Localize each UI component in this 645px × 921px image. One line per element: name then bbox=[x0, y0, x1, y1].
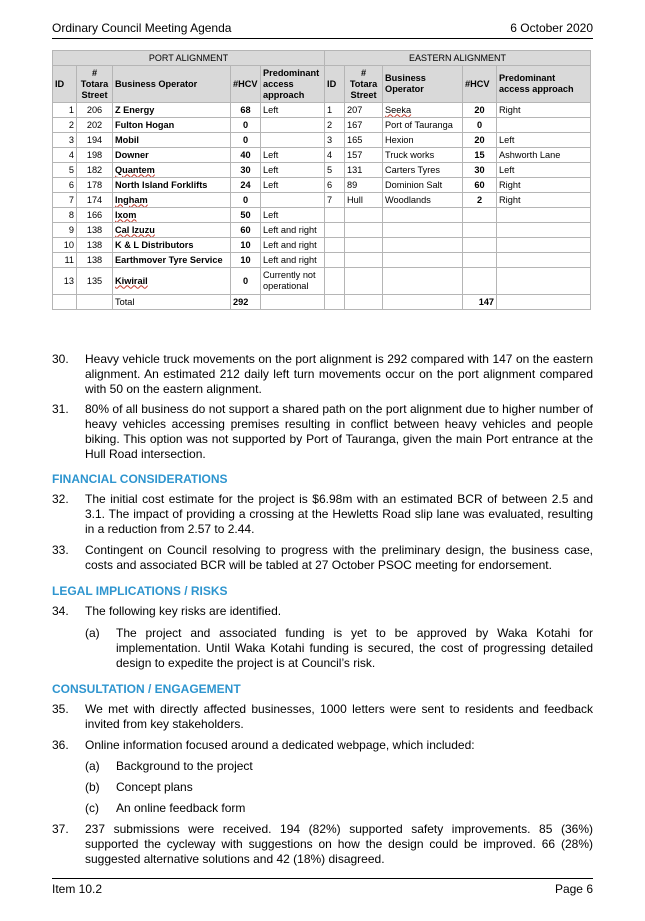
eastern-operator-cell: Woodlands bbox=[383, 193, 463, 208]
paragraph-36b: (b) Concept plans bbox=[85, 780, 193, 794]
paragraph-36: 36. Online information focused around a dedicated webpage, which included: bbox=[52, 738, 475, 752]
eastern-street-cell bbox=[345, 208, 383, 223]
table-row bbox=[53, 193, 591, 208]
eastern-approach-cell: Right bbox=[497, 103, 591, 118]
table-row bbox=[53, 163, 591, 178]
heading-consultation: CONSULTATION / ENGAGEMENT bbox=[52, 682, 241, 696]
table-group-header bbox=[53, 51, 591, 66]
eastern-hcv-cell: 2 bbox=[463, 193, 497, 208]
port-id-cell: 13 bbox=[53, 268, 77, 295]
col-id: ID bbox=[325, 66, 345, 103]
eastern-approach-cell bbox=[497, 238, 591, 253]
port-id-cell: 1 bbox=[53, 103, 77, 118]
port-street-cell: 166 bbox=[77, 208, 113, 223]
port-operator-cell bbox=[113, 208, 231, 223]
page-footer bbox=[52, 882, 593, 896]
port-hcv-cell: 0 bbox=[231, 193, 261, 208]
eastern-id-cell bbox=[325, 208, 345, 223]
eastern-hcv-cell: 15 bbox=[463, 148, 497, 163]
eastern-approach-cell bbox=[497, 223, 591, 238]
eastern-hcv-cell: 60 bbox=[463, 178, 497, 193]
eastern-operator-cell bbox=[383, 238, 463, 253]
port-street-cell: 135 bbox=[77, 268, 113, 295]
port-id-cell: 6 bbox=[53, 178, 77, 193]
port-approach-cell: Left and right bbox=[261, 223, 325, 238]
col-hcv: #HCV bbox=[463, 66, 497, 103]
eastern-id-cell: 7 bbox=[325, 193, 345, 208]
page-header bbox=[52, 21, 593, 35]
spellcheck-underlined-text: Ixom bbox=[115, 209, 137, 220]
paragraph-34: 34. The following key risks are identified. bbox=[52, 604, 282, 618]
port-operator-cell: Earthmover Tyre Service bbox=[113, 253, 231, 268]
eastern-operator-cell: Carters Tyres bbox=[383, 163, 463, 178]
port-approach-cell: Left bbox=[261, 208, 325, 223]
eastern-id-cell: 1 bbox=[325, 103, 345, 118]
port-street-cell: 202 bbox=[77, 118, 113, 133]
port-approach-cell bbox=[261, 133, 325, 148]
table-total-row bbox=[53, 295, 591, 310]
port-id-cell: 10 bbox=[53, 238, 77, 253]
port-total: 292 bbox=[231, 295, 261, 310]
port-street-cell: 194 bbox=[77, 133, 113, 148]
port-approach-cell: Left bbox=[261, 103, 325, 118]
eastern-approach-cell: Left bbox=[497, 133, 591, 148]
eastern-hcv-cell bbox=[463, 268, 497, 295]
port-hcv-cell: 10 bbox=[231, 238, 261, 253]
eastern-id-cell bbox=[325, 238, 345, 253]
port-id-cell: 3 bbox=[53, 133, 77, 148]
eastern-id-cell: 2 bbox=[325, 118, 345, 133]
alignment-table bbox=[52, 50, 590, 328]
eastern-street-cell: 157 bbox=[345, 148, 383, 163]
port-operator-cell: K & L Distributors bbox=[113, 238, 231, 253]
table-row bbox=[53, 268, 591, 295]
eastern-operator-cell: Port of Tauranga bbox=[383, 118, 463, 133]
heading-legal: LEGAL IMPLICATIONS / RISKS bbox=[52, 584, 228, 598]
port-hcv-cell: 50 bbox=[231, 208, 261, 223]
eastern-operator-cell: Hexion bbox=[383, 133, 463, 148]
port-operator-cell bbox=[113, 193, 231, 208]
eastern-street-cell: 165 bbox=[345, 133, 383, 148]
col-approach: Predominant access approach bbox=[261, 66, 325, 103]
footer-page: Page 6 bbox=[554, 882, 593, 896]
port-hcv-cell: 30 bbox=[231, 163, 261, 178]
eastern-hcv-cell bbox=[463, 208, 497, 223]
eastern-street-cell: 207 bbox=[345, 103, 383, 118]
eastern-street-cell: 167 bbox=[345, 118, 383, 133]
heading-financial: FINANCIAL CONSIDERATIONS bbox=[52, 472, 228, 486]
spellcheck-underlined-text: Seeka bbox=[385, 104, 412, 115]
port-street-cell: 138 bbox=[77, 253, 113, 268]
eastern-hcv-cell: 30 bbox=[463, 163, 497, 178]
eastern-hcv-cell: 0 bbox=[463, 118, 497, 133]
footer-item: Item 10.2 bbox=[52, 882, 103, 896]
eastern-total: 147 bbox=[463, 295, 497, 310]
header-rule bbox=[52, 38, 593, 39]
col-id: ID bbox=[53, 66, 77, 103]
table-row bbox=[53, 103, 591, 118]
eastern-street-cell bbox=[345, 268, 383, 295]
paragraph-36c: (c) An online feedback form bbox=[85, 801, 246, 815]
table-row bbox=[53, 238, 591, 253]
eastern-street-cell bbox=[345, 253, 383, 268]
eastern-street-cell bbox=[345, 238, 383, 253]
port-id-cell: 4 bbox=[53, 148, 77, 163]
eastern-approach-cell bbox=[497, 268, 591, 295]
eastern-street-cell: Hull bbox=[345, 193, 383, 208]
footer-rule bbox=[52, 878, 593, 879]
eastern-id-cell: 6 bbox=[325, 178, 345, 193]
eastern-hcv-cell: 20 bbox=[463, 103, 497, 118]
port-street-cell: 138 bbox=[77, 223, 113, 238]
port-hcv-cell: 60 bbox=[231, 223, 261, 238]
port-approach-cell: Left bbox=[261, 178, 325, 193]
total-label: Total bbox=[113, 295, 231, 310]
port-id-cell: 9 bbox=[53, 223, 77, 238]
eastern-approach-cell bbox=[497, 118, 591, 133]
port-operator-cell: Downer bbox=[113, 148, 231, 163]
eastern-hcv-cell bbox=[463, 238, 497, 253]
eastern-street-cell: 89 bbox=[345, 178, 383, 193]
spellcheck-underlined-text: Ingham bbox=[115, 194, 148, 205]
table-row bbox=[53, 118, 591, 133]
port-hcv-cell: 40 bbox=[231, 148, 261, 163]
header-date: 6 October 2020 bbox=[510, 21, 593, 35]
eastern-id-cell bbox=[325, 223, 345, 238]
port-hcv-cell: 10 bbox=[231, 253, 261, 268]
eastern-operator-cell bbox=[383, 223, 463, 238]
eastern-hcv-cell: 20 bbox=[463, 133, 497, 148]
paragraph-34a: (a) The project and associated funding is yet to be approved by Waka Kotahi for implementation. Until Waka Kotahi funding is secured, the cost of progressing detailed design to expedite the project is at Council’s risk. bbox=[85, 626, 593, 670]
col-street: # Totara Street bbox=[345, 66, 383, 103]
table-row bbox=[53, 148, 591, 163]
eastern-street-cell bbox=[345, 223, 383, 238]
col-approach: Predominant access approach bbox=[497, 66, 591, 103]
eastern-hcv-cell bbox=[463, 223, 497, 238]
port-id-cell: 5 bbox=[53, 163, 77, 178]
spellcheck-underlined-text: Quantem bbox=[115, 164, 155, 175]
port-id-cell: 11 bbox=[53, 253, 77, 268]
eastern-operator-cell bbox=[383, 208, 463, 223]
paragraph-33: 33. Contingent on Council resolving to progress with the preliminary design, the business case, costs and associated BCR will be tabled at 27 October PSOC meeting for endorsement. bbox=[52, 543, 593, 572]
eastern-operator-cell: Dominion Salt bbox=[383, 178, 463, 193]
eastern-id-cell: 5 bbox=[325, 163, 345, 178]
table-row bbox=[53, 223, 591, 238]
port-group-label: PORT ALIGNMENT bbox=[53, 51, 325, 66]
paragraph-30: 30. Heavy vehicle truck movements on the port alignment is 292 compared with 147 on the eastern alignment. An estimated 212 daily left turn movements occur on the port alignment compared with 50 on the eastern alignment. bbox=[52, 352, 593, 396]
port-street-cell: 206 bbox=[77, 103, 113, 118]
port-street-cell: 138 bbox=[77, 238, 113, 253]
eastern-id-cell bbox=[325, 268, 345, 295]
eastern-id-cell: 3 bbox=[325, 133, 345, 148]
table-row bbox=[53, 178, 591, 193]
port-approach-cell: Left and right bbox=[261, 238, 325, 253]
table-row bbox=[53, 133, 591, 148]
table-row bbox=[53, 253, 591, 268]
port-street-cell: 178 bbox=[77, 178, 113, 193]
port-operator-cell: Mobil bbox=[113, 133, 231, 148]
port-hcv-cell: 68 bbox=[231, 103, 261, 118]
eastern-approach-cell: Right bbox=[497, 178, 591, 193]
port-hcv-cell: 0 bbox=[231, 268, 261, 295]
paragraph-35: 35. We met with directly affected businesses, 1000 letters were sent to residents and feedback invited from key stakeholders. bbox=[52, 702, 593, 731]
port-approach-cell: Currently not operational bbox=[261, 268, 325, 295]
eastern-approach-cell bbox=[497, 253, 591, 268]
col-street: # Totara Street bbox=[77, 66, 113, 103]
spellcheck-underlined-text: Cal Izuzu bbox=[115, 224, 155, 235]
eastern-group-label: EASTERN ALIGNMENT bbox=[325, 51, 591, 66]
paragraph-37: 37. 237 submissions were received. 194 (82%) supported safety improvements. 85 (36%) supported the cycleway with suggestions on how the design could be improved. 66 (28%) suggested alternative solutions and 42 (18%) disagreed. bbox=[52, 822, 593, 866]
port-operator-cell bbox=[113, 268, 231, 295]
port-id-cell: 8 bbox=[53, 208, 77, 223]
eastern-approach-cell: Right bbox=[497, 193, 591, 208]
eastern-id-cell bbox=[325, 253, 345, 268]
spellcheck-underlined-text: Kiwirail bbox=[115, 275, 148, 286]
port-id-cell: 2 bbox=[53, 118, 77, 133]
header-title: Ordinary Council Meeting Agenda bbox=[52, 21, 232, 35]
port-street-cell: 198 bbox=[77, 148, 113, 163]
port-approach-cell: Left and right bbox=[261, 253, 325, 268]
table-column-header bbox=[53, 66, 591, 103]
port-operator-cell: Z Energy bbox=[113, 103, 231, 118]
port-hcv-cell: 0 bbox=[231, 118, 261, 133]
paragraph-32: 32. The initial cost estimate for the project is $6.98m with an estimated BCR of between 2.5 and 3.1. The impact of providing a crossing at the Hewletts Road slip lane was evaluated, resulting in a reduction from 2.57 to 2.44. bbox=[52, 492, 593, 536]
eastern-id-cell: 4 bbox=[325, 148, 345, 163]
eastern-street-cell: 131 bbox=[345, 163, 383, 178]
port-approach-cell bbox=[261, 193, 325, 208]
port-id-cell: 7 bbox=[53, 193, 77, 208]
port-approach-cell bbox=[261, 118, 325, 133]
eastern-operator-cell bbox=[383, 268, 463, 295]
table-row bbox=[53, 208, 591, 223]
paragraph-36a: (a) Background to the project bbox=[85, 759, 253, 773]
paragraph-31: 31. 80% of all business do not support a shared path on the port alignment due to higher number of heavy vehicles accessing premises resulting in conflict between heavy vehicles and people biking. This option was not supported by Port of Tauranga, given the main Port entrance at the Hull Road intersection. bbox=[52, 402, 593, 461]
port-street-cell: 174 bbox=[77, 193, 113, 208]
eastern-approach-cell: Left bbox=[497, 163, 591, 178]
eastern-operator-cell bbox=[383, 253, 463, 268]
port-hcv-cell: 24 bbox=[231, 178, 261, 193]
eastern-hcv-cell bbox=[463, 253, 497, 268]
port-operator-cell bbox=[113, 163, 231, 178]
port-hcv-cell: 0 bbox=[231, 133, 261, 148]
port-street-cell: 182 bbox=[77, 163, 113, 178]
col-operator: Business Operator bbox=[383, 66, 463, 103]
eastern-operator-cell: Truck works bbox=[383, 148, 463, 163]
port-operator-cell bbox=[113, 223, 231, 238]
port-operator-cell: North Island Forklifts bbox=[113, 178, 231, 193]
port-approach-cell: Left bbox=[261, 148, 325, 163]
port-approach-cell: Left bbox=[261, 163, 325, 178]
port-operator-cell: Fulton Hogan bbox=[113, 118, 231, 133]
eastern-approach-cell bbox=[497, 208, 591, 223]
eastern-approach-cell: Ashworth Lane bbox=[497, 148, 591, 163]
eastern-operator-cell bbox=[383, 103, 463, 118]
col-hcv: #HCV bbox=[231, 66, 261, 103]
col-operator: Business Operator bbox=[113, 66, 231, 103]
